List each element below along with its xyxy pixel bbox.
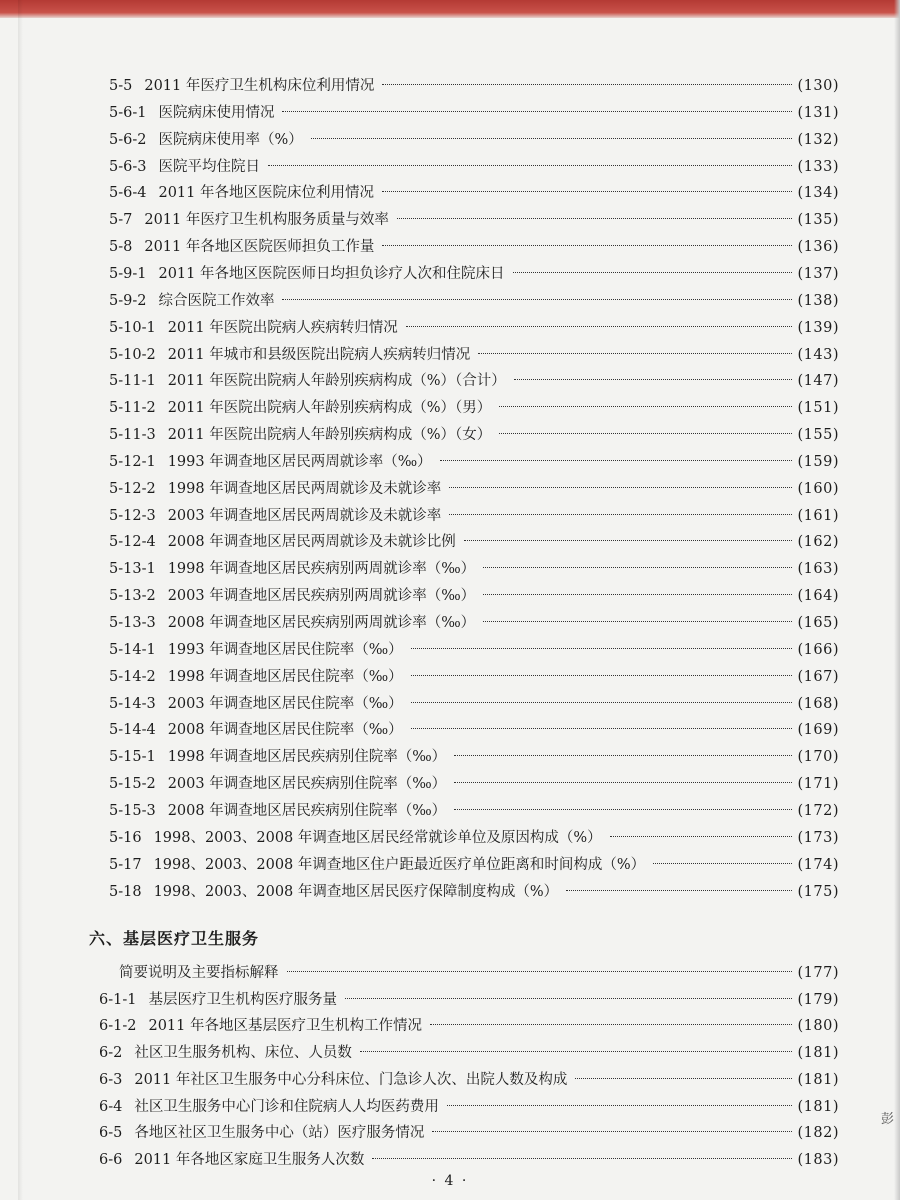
- entry-page-number: (147): [797, 373, 839, 390]
- entry-title: 简要说明及主要指标解释: [119, 965, 279, 981]
- entry-page-number: (131): [797, 104, 839, 121]
- toc-entry[interactable]: [109, 556, 839, 582]
- entry-title: 社区卫生服务中心门诊和住院病人人均医药费用: [134, 1098, 439, 1115]
- toc-entry[interactable]: [109, 476, 839, 502]
- entry-title: 2011 年医院出院病人疾病转归情况: [167, 319, 398, 336]
- dot-leader: [514, 379, 792, 380]
- entry-number: 5-12-1: [109, 453, 156, 470]
- entry-number: 5-14-2: [109, 668, 156, 685]
- entry-number: 5-12-3: [109, 507, 156, 524]
- entry-label: [109, 315, 398, 341]
- toc-entry[interactable]: [99, 1040, 839, 1066]
- entry-page-number: (181): [797, 1098, 839, 1115]
- toc-entry[interactable]: [109, 852, 839, 878]
- dot-leader: [311, 138, 792, 139]
- entry-page-number: (143): [797, 346, 839, 363]
- entry-title: 2003 年调查地区居民疾病别两周就诊率（‰）: [167, 588, 476, 605]
- toc-entry[interactable]: [109, 825, 839, 851]
- dot-leader: [483, 567, 791, 568]
- entry-number: 5-6-3: [109, 158, 147, 175]
- dot-leader: [411, 675, 792, 676]
- dot-leader: [411, 728, 792, 729]
- toc-entry[interactable]: [109, 771, 839, 797]
- dot-leader: [372, 1158, 791, 1159]
- entry-number: 5-6-4: [109, 185, 147, 202]
- entry-number: 5-15-1: [109, 749, 156, 766]
- entry-title: 2011 年医院出院病人年龄别疾病构成（%）（女）: [167, 427, 492, 444]
- entry-page-number: (160): [797, 480, 839, 497]
- entry-number: 5-7: [109, 212, 133, 229]
- entry-label: [109, 583, 475, 609]
- entry-number: 5-18: [109, 883, 142, 900]
- entry-label: [109, 503, 441, 529]
- toc-entry[interactable]: [109, 503, 839, 529]
- entry-label: [119, 960, 279, 986]
- entry-page-number: (164): [797, 588, 839, 605]
- entry-page-number: (136): [797, 239, 839, 256]
- entry-number: 6-4: [99, 1098, 123, 1115]
- dot-leader: [610, 836, 792, 837]
- toc-entry[interactable]: [109, 342, 839, 368]
- entry-title: 2008 年调查地区居民疾病别两周就诊率（‰）: [167, 615, 476, 631]
- entry-title: 医院平均住院日: [158, 158, 260, 175]
- entry-label: [109, 798, 446, 824]
- entry-label: [109, 154, 260, 180]
- toc-entry[interactable]: [109, 234, 839, 260]
- entry-page-number: (179): [797, 991, 839, 1008]
- dot-leader: [566, 890, 791, 891]
- entry-title: 2011 年城市和县级医院出院病人疾病转归情况: [167, 346, 471, 363]
- entry-number: 5-15-3: [109, 802, 156, 819]
- dot-leader: [382, 245, 791, 246]
- entry-label: [99, 1013, 422, 1039]
- dot-leader: [287, 971, 792, 972]
- dot-leader: [454, 809, 791, 810]
- entry-number: 6-2: [99, 1045, 123, 1062]
- toc-entry[interactable]: [109, 449, 839, 475]
- entry-label: [109, 717, 403, 743]
- entry-page-number: (172): [797, 802, 839, 819]
- entry-number: 5-10-1: [109, 319, 156, 336]
- entry-label: [99, 1094, 439, 1120]
- entry-label: [109, 449, 432, 475]
- entry-number: 5-17: [109, 856, 142, 873]
- entry-page-number: (170): [797, 749, 839, 766]
- entry-number: 5-9-1: [109, 265, 147, 282]
- entry-number: 5-14-1: [109, 641, 156, 658]
- dot-leader: [464, 540, 792, 541]
- toc-entry[interactable]: [99, 1120, 839, 1146]
- entry-number: 5-13-3: [109, 615, 156, 631]
- toc-entry[interactable]: [99, 1094, 839, 1120]
- dot-leader: [345, 998, 792, 999]
- dot-leader: [397, 218, 792, 219]
- entry-label: [109, 556, 475, 582]
- entry-title: 2011 年医疗卫生机构床位利用情况: [144, 78, 375, 94]
- entry-page-number: (167): [797, 668, 839, 685]
- entry-label: [109, 610, 475, 636]
- dot-leader: [454, 782, 791, 783]
- entry-number: 6-3: [99, 1071, 123, 1088]
- toc-entry[interactable]: [119, 960, 839, 986]
- entry-label: [109, 771, 446, 797]
- entry-number: 6-1-2: [99, 1018, 137, 1035]
- entry-title: 2011 年社区卫生服务中心分科床位、门急诊人次、出院人数及构成: [134, 1071, 568, 1088]
- entry-page-number: (168): [797, 695, 839, 712]
- dot-leader: [575, 1078, 791, 1079]
- entry-number: 5-15-2: [109, 776, 156, 793]
- toc-entry[interactable]: [109, 73, 839, 99]
- entry-label: [109, 342, 470, 368]
- entry-label: [109, 476, 441, 502]
- entry-label: [109, 261, 505, 287]
- entry-page-number: (181): [797, 1045, 839, 1062]
- dot-leader: [411, 702, 792, 703]
- toc-entry[interactable]: [99, 1147, 839, 1173]
- entry-number: 5-12-4: [109, 534, 156, 551]
- entry-label: [99, 987, 337, 1013]
- entry-number: 5-10-2: [109, 346, 156, 363]
- toc-entry[interactable]: [109, 395, 839, 421]
- entry-label: [109, 73, 374, 99]
- entry-label: [109, 127, 303, 153]
- entry-title: 1993 年调查地区居民住院率（‰）: [167, 641, 403, 658]
- entry-label: [109, 207, 389, 233]
- entry-title: 2003 年调查地区居民疾病别住院率（‰）: [167, 776, 447, 793]
- entry-label: [109, 422, 491, 448]
- dot-leader: [360, 1051, 792, 1052]
- toc-entry[interactable]: [109, 368, 839, 394]
- toc-entry[interactable]: [109, 180, 839, 206]
- toc-entry[interactable]: [109, 610, 839, 636]
- entry-page-number: (155): [797, 427, 839, 444]
- entry-title: 2003 年调查地区居民两周就诊及未就诊率: [167, 507, 442, 524]
- entry-page-number: (138): [797, 292, 839, 309]
- toc-entry[interactable]: [99, 1067, 839, 1093]
- entry-title: 2008 年调查地区居民疾病别住院率（‰）: [167, 802, 447, 819]
- entry-page-number: (171): [797, 776, 839, 793]
- entry-page-number: (183): [797, 1151, 839, 1168]
- entry-page-number: (151): [797, 400, 839, 417]
- entry-number: 5-13-1: [109, 561, 156, 578]
- entry-title: 1998 年调查地区居民住院率（‰）: [167, 668, 403, 685]
- toc-entry[interactable]: [109, 127, 839, 153]
- entry-page-number: (165): [797, 615, 839, 631]
- entry-page-number: (159): [797, 453, 839, 470]
- dot-leader: [449, 514, 791, 515]
- entry-page-number: (162): [797, 534, 839, 551]
- entry-page-number: (174): [797, 856, 839, 873]
- entry-number: 5-6-2: [109, 131, 147, 148]
- dot-leader: [282, 299, 791, 300]
- entry-page-number: (137): [797, 265, 839, 282]
- entry-number: 5-6-1: [109, 104, 147, 121]
- entry-label: [99, 1120, 424, 1146]
- entry-label: [109, 529, 456, 555]
- entry-page-number: (161): [797, 507, 839, 524]
- entry-title: 1993 年调查地区居民两周就诊率（‰）: [167, 453, 432, 470]
- dot-leader: [282, 111, 791, 112]
- entry-title: 1998、2003、2008 年调查地区住户距最近医疗单位距离和时间构成（%）: [153, 856, 646, 873]
- entry-number: 5-11-1: [109, 373, 156, 390]
- entry-page-number: (175): [797, 883, 839, 900]
- page-number: · 4 ·: [431, 1173, 469, 1189]
- dot-leader: [440, 460, 792, 461]
- toc-entry[interactable]: [99, 1013, 839, 1039]
- dot-leader: [499, 406, 791, 407]
- entry-page-number: (130): [797, 78, 839, 94]
- entry-label: [99, 1040, 352, 1066]
- entry-title: 2011 年各地区家庭卫生服务人次数: [134, 1151, 365, 1168]
- entry-number: 5-14-3: [109, 695, 156, 712]
- entry-number: 6-5: [99, 1125, 123, 1142]
- entry-label: [109, 234, 374, 260]
- toc-entry[interactable]: [109, 288, 839, 314]
- entry-label: [109, 180, 374, 206]
- entry-title: 各地区社区卫生服务中心（站）医疗服务情况: [134, 1125, 425, 1142]
- entry-title: 2008 年调查地区居民住院率（‰）: [167, 722, 403, 739]
- toc-entry[interactable]: [109, 879, 839, 905]
- toc-entry[interactable]: [99, 987, 839, 1013]
- dot-leader: [432, 1131, 791, 1132]
- entry-page-number: (182): [797, 1125, 839, 1142]
- entry-label: [109, 664, 403, 690]
- entry-number: 5-11-2: [109, 400, 156, 417]
- entry-number: 5-12-2: [109, 480, 156, 497]
- entry-title: 2011 年各地区基层医疗卫生机构工作情况: [148, 1018, 422, 1035]
- entry-label: [109, 879, 558, 905]
- toc-entry[interactable]: [109, 583, 839, 609]
- dot-leader: [478, 353, 791, 354]
- entry-title: 社区卫生服务机构、床位、人员数: [134, 1045, 352, 1062]
- entry-page-number: (169): [797, 722, 839, 739]
- entry-page-number: (132): [797, 131, 839, 148]
- entry-page-number: (166): [797, 641, 839, 658]
- dot-leader: [447, 1105, 792, 1106]
- toc-entry[interactable]: [109, 154, 839, 180]
- toc-entry[interactable]: [109, 637, 839, 663]
- dot-leader: [483, 594, 791, 595]
- dot-leader: [382, 191, 792, 192]
- dot-leader: [406, 326, 792, 327]
- entry-number: 5-16: [109, 829, 142, 846]
- entry-page-number: (135): [797, 212, 839, 229]
- entry-label: [109, 395, 491, 421]
- toc-entry[interactable]: [109, 798, 839, 824]
- toc-entry[interactable]: [109, 422, 839, 448]
- dot-leader: [499, 433, 791, 434]
- entry-title: 2003 年调查地区居民住院率（‰）: [167, 695, 403, 712]
- toc-entry[interactable]: [109, 744, 839, 770]
- toc-entry[interactable]: [109, 261, 839, 287]
- dot-leader: [268, 165, 792, 166]
- entry-page-number: (134): [797, 185, 839, 202]
- entry-number: 6-6: [99, 1151, 123, 1168]
- entry-title: 2011 年各地区医院医师日均担负诊疗人次和住院床日: [158, 265, 505, 282]
- entry-page-number: (133): [797, 158, 839, 175]
- entry-number: 6-1-1: [99, 991, 137, 1008]
- entry-title: 基层医疗卫生机构医疗服务量: [148, 991, 337, 1008]
- dot-leader: [411, 648, 792, 649]
- entry-label: [109, 691, 403, 717]
- entry-title: 2011 年各地区医院医师担负工作量: [144, 239, 375, 256]
- entry-label: [109, 288, 274, 314]
- entry-title: 2011 年医疗卫生机构服务质量与效率: [144, 212, 389, 229]
- entry-page-number: (177): [797, 965, 839, 981]
- entry-page-number: (163): [797, 561, 839, 578]
- entry-title: 1998、2003、2008 年调查地区居民医疗保障制度构成（%）: [153, 883, 559, 900]
- entry-number: 5-13-2: [109, 588, 156, 605]
- entry-title: 医院病床使用率（%）: [158, 131, 303, 148]
- dot-leader: [483, 621, 791, 622]
- entry-label: [109, 637, 403, 663]
- dot-leader: [449, 487, 791, 488]
- dot-leader: [430, 1024, 792, 1025]
- dot-leader: [382, 84, 791, 85]
- entry-number: 5-9-2: [109, 292, 147, 309]
- entry-title: 2008 年调查地区居民两周就诊及未就诊比例: [167, 534, 456, 551]
- entry-label: [109, 852, 645, 878]
- entry-number: 5-5: [109, 78, 133, 94]
- entry-label: [109, 744, 446, 770]
- entry-page-number: (181): [797, 1071, 839, 1088]
- dot-leader: [653, 863, 791, 864]
- entry-page-number: (180): [797, 1018, 839, 1035]
- dot-leader: [513, 272, 792, 273]
- entry-label: [109, 100, 274, 126]
- entry-number: 5-8: [109, 239, 133, 256]
- toc-entry[interactable]: [109, 691, 839, 717]
- entry-title: 1998 年调查地区居民疾病别两周就诊率（‰）: [167, 561, 476, 578]
- entry-page-number: (173): [797, 829, 839, 846]
- entry-label: [109, 825, 602, 851]
- entry-title: 医院病床使用情况: [158, 104, 275, 121]
- entry-title: 2011 年医院出院病人年龄别疾病构成（%）（合计）: [167, 373, 506, 390]
- entry-title: 2011 年医院出院病人年龄别疾病构成（%）（男）: [167, 400, 492, 417]
- toc-entry[interactable]: [109, 315, 839, 341]
- section-heading: 六、基层医疗卫生服务: [89, 929, 260, 948]
- entry-title: 1998 年调查地区居民疾病别住院率（‰）: [167, 749, 447, 766]
- entry-number: 5-14-4: [109, 722, 156, 739]
- entry-title: 1998、2003、2008 年调查地区居民经常就诊单位及原因构成（%）: [153, 829, 602, 846]
- entry-page-number: (139): [797, 319, 839, 336]
- edge-mark: 彭: [880, 1112, 894, 1127]
- entry-label: [99, 1067, 567, 1093]
- toc-entry[interactable]: [109, 100, 839, 126]
- toc-entry[interactable]: [109, 529, 839, 555]
- toc-entry[interactable]: [109, 664, 839, 690]
- entry-title: 综合医院工作效率: [158, 292, 275, 309]
- toc-entry[interactable]: [109, 207, 839, 233]
- entry-label: [99, 1147, 364, 1173]
- entry-label: [109, 368, 506, 394]
- dot-leader: [454, 755, 791, 756]
- entry-title: 1998 年调查地区居民两周就诊及未就诊率: [167, 480, 442, 497]
- entry-number: 5-11-3: [109, 427, 156, 444]
- toc-entry[interactable]: [109, 717, 839, 743]
- entry-title: 2011 年各地区医院床位利用情况: [158, 185, 374, 202]
